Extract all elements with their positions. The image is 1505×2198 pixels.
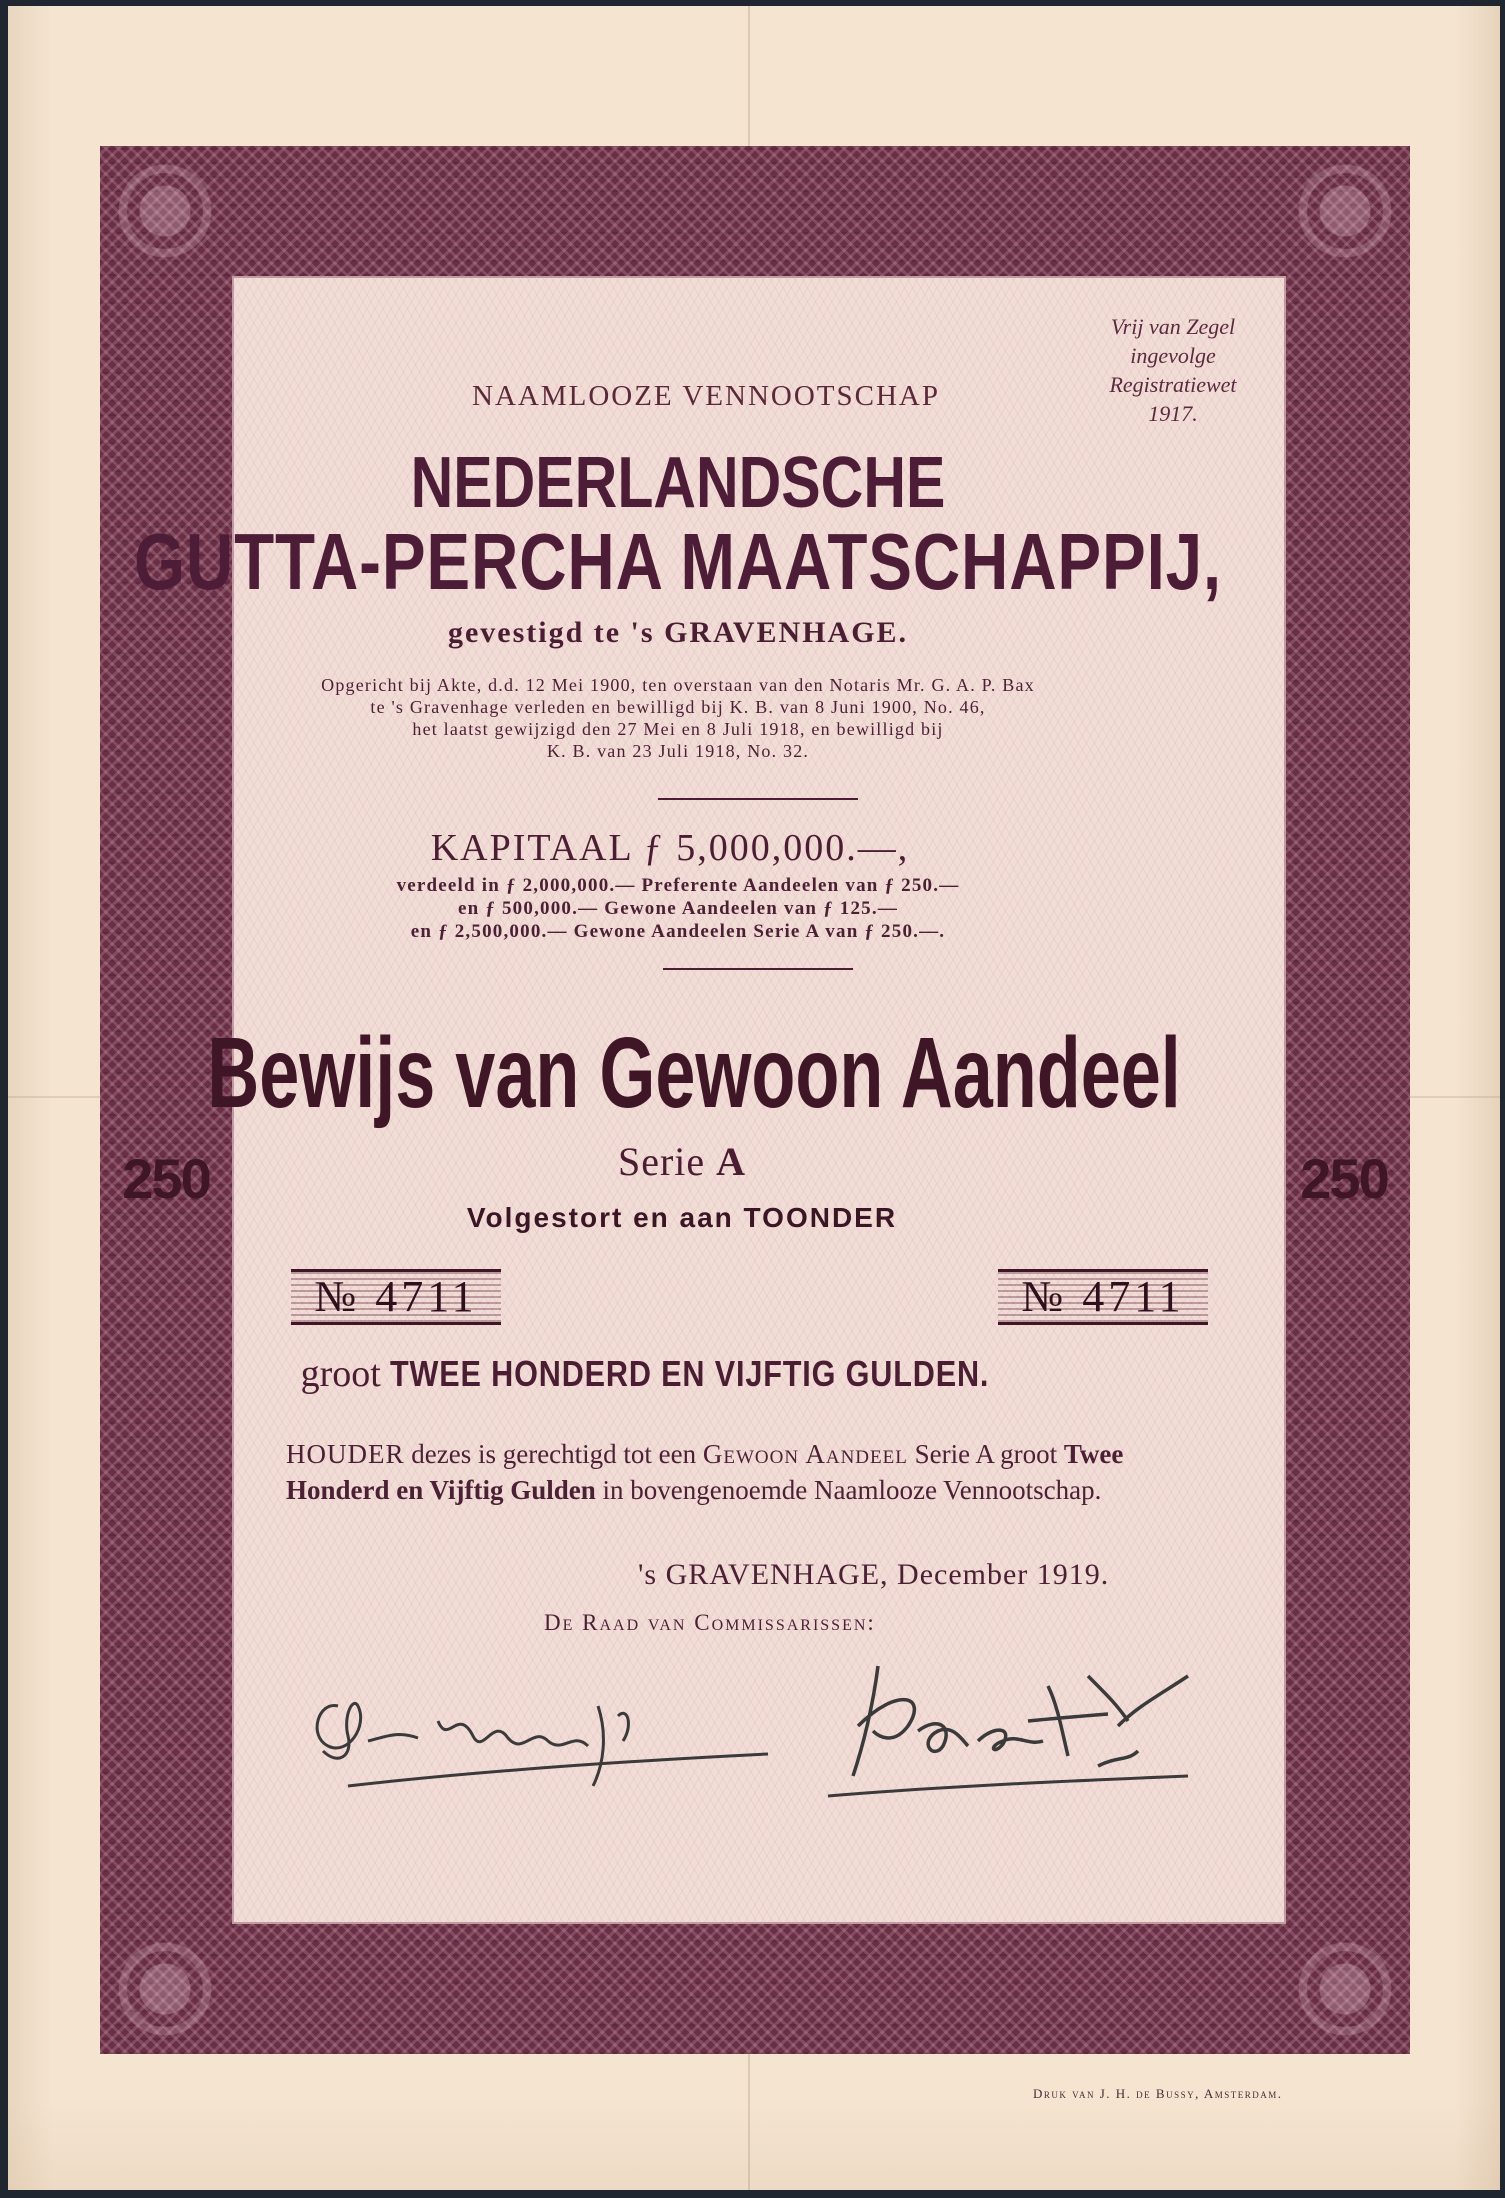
founding-line: te 's Gravenhage verleden en bewilligd bij K. B. van 8 Juni 1900, No. 46, — [370, 697, 986, 717]
amount-line — [0, 1352, 1444, 1396]
founding-line: K. B. van 23 Juli 1918, No. 32. — [546, 741, 810, 761]
series-letter: A — [716, 1139, 747, 1184]
share-certificate-paper — [8, 6, 1500, 2190]
holder-word: HOUDER — [286, 1439, 405, 1469]
capital-amount: KAPITAAL ƒ 5,000,000.—, — [430, 827, 910, 869]
holder-text: Serie A groot — [907, 1439, 1064, 1469]
holder-amount: Twee Honderd en Vijftig Gulden — [286, 1439, 1124, 1505]
board-of-commissioners: De Raad van Commissarissen: — [544, 1610, 876, 1635]
denomination-left: 250 — [122, 1147, 210, 1210]
certificate-heading: Bewijs van Gewoon Aandeel — [207, 1017, 1181, 1129]
certificate-number-right: № 4711 — [998, 1269, 1208, 1325]
founding-line: het laatst gewijzigd den 27 Mei en 8 Juli 1918, en bewilligd bij — [412, 719, 944, 739]
division-line: verdeeld in ƒ 2,000,000.— Preferente Aandeelen van ƒ 250.— — [396, 875, 960, 896]
division-line: en ƒ 2,500,000.— Gewone Aandeelen Serie A van ƒ 250.—. — [410, 921, 946, 942]
founding-line: Opgericht bij Akte, d.d. 12 Mei 1900, ten overstaan van den Notaris Mr. G. A. P. Bax — [321, 675, 1035, 695]
company-seat: gevestigd te 's GRAVENHAGE. — [447, 616, 909, 649]
company-name-line1: NEDERLANDSCHE — [410, 443, 946, 523]
holder-text: in bovengenoemde Naamlooze Vennootschap. — [595, 1475, 1102, 1505]
signature-left — [298, 1646, 778, 1796]
stamp-line: 1917. — [1148, 401, 1198, 426]
corner-ornament-icon — [1286, 1930, 1404, 2048]
founding-text — [0, 674, 1424, 762]
corner-ornament-icon — [106, 152, 224, 270]
company-name-line2: GUTTA-PERCHA MAATSCHAPPIJ, — [134, 517, 1222, 606]
share-type: Gewoon Aandeel — [702, 1439, 908, 1469]
holder-statement — [286, 1436, 1226, 1508]
payment-status: Volgestort en aan TOONDER — [466, 1202, 898, 1233]
divider-rule — [663, 968, 853, 970]
certificate-number-left: № 4711 — [291, 1269, 501, 1325]
series-label: Serie — [617, 1139, 706, 1184]
printer-imprint: Druk van J. H. de Bussy, Amsterdam. — [1033, 2086, 1283, 2101]
amount-prefix: groot — [300, 1353, 381, 1395]
denomination-right: 250 — [1300, 1147, 1388, 1210]
divider-rule — [658, 798, 858, 800]
company-type: NAAMLOOZE VENNOOTSCHAP — [472, 380, 940, 412]
division-line: en ƒ 500,000.— Gewone Aandeelen van ƒ 125.— — [457, 898, 899, 919]
signature-right — [818, 1646, 1238, 1806]
stamp-line: Registratiewet — [1109, 372, 1237, 397]
holder-text: dezes is gerechtigd tot een — [404, 1439, 703, 1469]
corner-ornament-icon — [1286, 152, 1404, 270]
corner-ornament-icon — [106, 1930, 224, 2048]
stamp-line: Vrij van Zegel — [1110, 314, 1236, 339]
series-line — [0, 1138, 1428, 1185]
stamp-line: ingevolge — [1130, 343, 1216, 368]
capital-division — [0, 874, 1424, 943]
amount-words: TWEE HONDERD EN VIJFTIG GULDEN. — [390, 1353, 990, 1394]
place-and-date: 's GRAVENHAGE, December 1919. — [638, 1558, 1110, 1591]
